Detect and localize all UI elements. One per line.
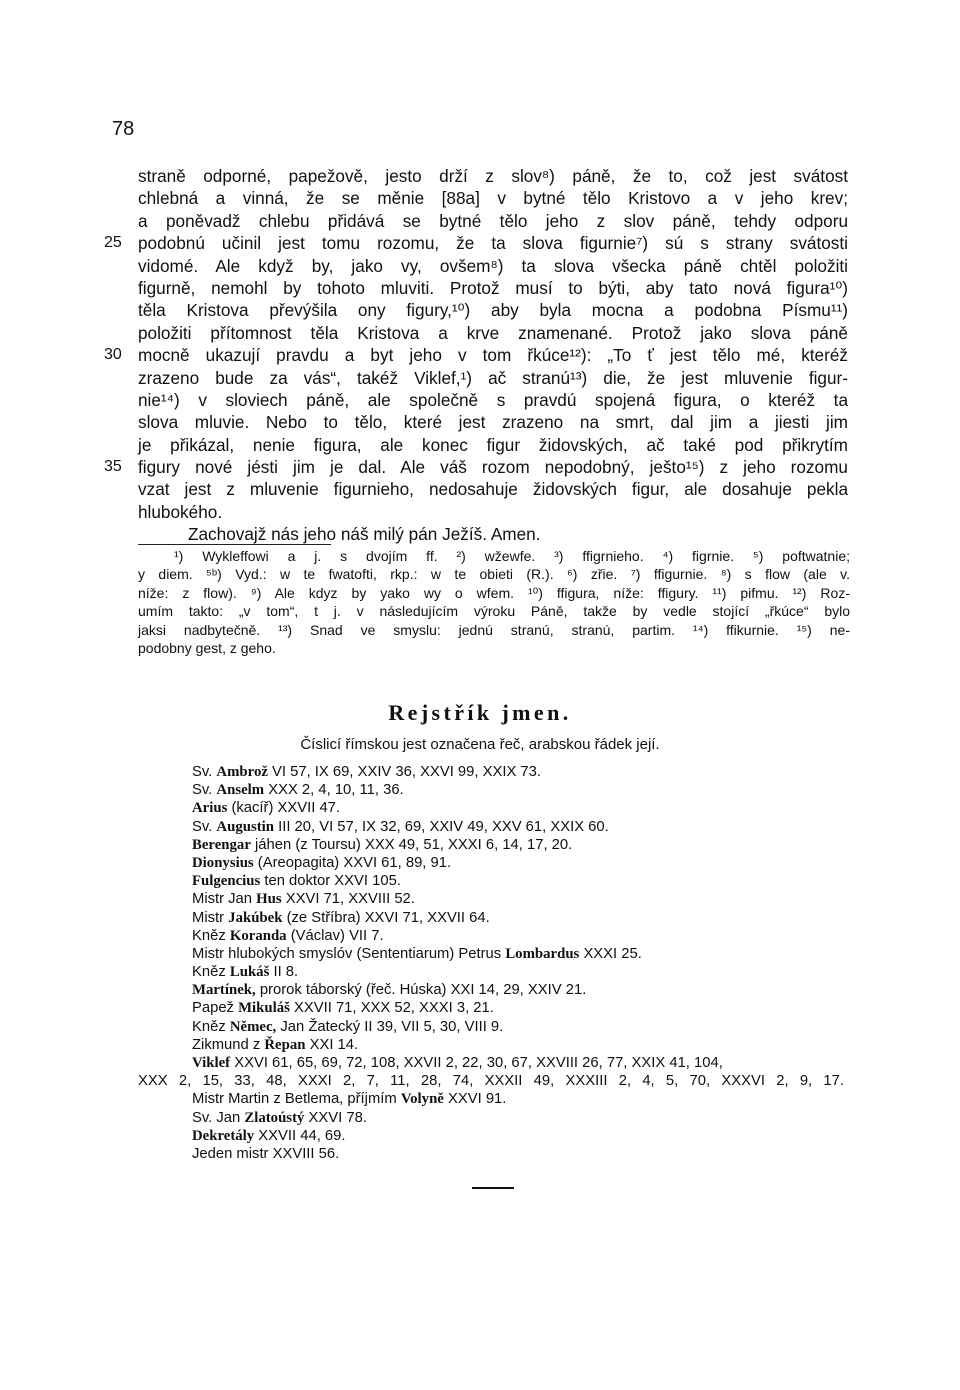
index-entry-prefix: Sv. [192, 818, 217, 835]
index-entry-name: Martínek, [192, 982, 256, 999]
text-line: straně odporné, papežově, jesto drží z slov⁸) páně, že to, což jest svátost [138, 166, 848, 186]
index-entry-references: XXVI 91. [443, 1091, 507, 1108]
index-entry-name: Lukáš [229, 964, 270, 981]
index-entry-name: Viklef [192, 1055, 231, 1071]
index-entry-references: XXI 14. [305, 1036, 359, 1053]
index-entry-prefix: Sv. [192, 782, 217, 799]
index-entry-name: Augustin [216, 818, 274, 835]
index-entry [138, 1072, 844, 1090]
index-entry-references: ten doktor XXVI 105. [260, 873, 401, 890]
index-entry [192, 1054, 852, 1072]
footnote-line: jaksi nadbytečně. ¹³) Snad ve smyslu: jednú stranú, stranú, partim. ¹⁴) ffikurnie. ¹⁵) ne- [138, 621, 850, 638]
index-entry-references: prorok táborský (řeč. Húska) XXI 14, 29, XXIV 21. [255, 982, 587, 999]
text-line: vidomé. Ale když by, jako vy, ovšem⁸) ta slova všecka páně chtěl položiti [138, 255, 848, 276]
index-entry-references: VI 57, IX 69, XXIV 36, XXVI 99, XXIX 73. [267, 764, 541, 780]
footnote-divider [138, 544, 331, 545]
text-line: je přikázal, nenie figura, ale konec figur židovských, ač také pod přikrytím [138, 434, 848, 455]
text-line: slova mluvie. Nebo to tělo, které jest zrazeno na smrt, dal jim a jiesti jim [138, 412, 848, 433]
index-entry [192, 872, 852, 890]
index-entry-name: Volyně [400, 1091, 444, 1108]
index-entry [192, 836, 852, 854]
index-entry-name: Ambrož [216, 764, 268, 780]
index-entry [192, 1145, 852, 1163]
index-entry-name: Zlatoústý [244, 1109, 305, 1126]
index-entry-references: XXVI 71, XXVIII 52. [281, 891, 415, 908]
index-entry [192, 781, 852, 799]
index-entry-references: XXVI 78. [304, 1109, 367, 1126]
index-entry-prefix: Kněz [192, 927, 230, 944]
index-entry-references: (ze Stříbra) XXVI 71, XXVII 64. [282, 909, 490, 926]
line-number: 25 [104, 234, 122, 252]
text-line: figurně, nemohl by tohoto mluviti. Protož musí to býti, aby tato nová figura¹⁰) [138, 277, 848, 298]
index-entry [192, 799, 852, 817]
index-entry [192, 890, 852, 908]
index-subtitle: Číslicí římskou jest označena řeč, arabskou řádek její. [300, 736, 660, 753]
index-entry-name: Koranda [229, 927, 287, 944]
index-entry-references: XXVII 71, XXX 52, XXXI 3, 21. [289, 1000, 494, 1017]
text-line: nie¹⁴) v sloviech páně, ale společně s pravdú spojená figura, o kteréž ta [138, 389, 848, 410]
line-number: 35 [104, 458, 122, 476]
text-line: těla Kristova převýšila ony figury,¹⁰) aby byla mocna a podobna Písmu¹¹) [138, 300, 848, 321]
text-line: 35 figury nové jésti jim je dal. Ale váš rozom nepodobný, ješto¹⁵) z jeho rozomu [104, 457, 848, 478]
index-entry-prefix: Mistr hlubokých smyslóv (Sententiarum) Petrus [192, 945, 506, 962]
footnote-line: umím takto: „v tom“, t j. v následujícím výroku Páně, takže by vedle stojící „řkúce“ bylo [138, 603, 850, 620]
text-line: a poněvadž chlebu přidává se bytné tělo jeho z slov páně, tehdy odporu [138, 210, 848, 231]
index-entry-references: XXVII 44, 69. [254, 1127, 346, 1144]
index-entry [192, 1109, 852, 1127]
index-entry-prefix: Mistr Martin z Betlema, příjmím [192, 1091, 401, 1108]
index-entry [192, 909, 852, 927]
index-entry [192, 818, 852, 836]
index-entry-name: Hus [256, 891, 282, 908]
index-entry [192, 927, 852, 945]
index-entry-prefix: Papež [192, 1000, 239, 1017]
index-entry [192, 963, 852, 981]
footnotes [138, 547, 850, 657]
name-index [138, 763, 852, 1163]
footnote-line: y diem. ⁵ᵇ) Vyd.: w te fwatofti, rkp.: w te obieti (R.). ⁶) zřie. ⁷) ffigurnie. ⁸) s flow (ale v. [138, 566, 850, 583]
index-entry-references: Jan Žatecký II 39, VII 5, 30, VIII 9. [276, 1018, 504, 1035]
index-entry-name: Lombardus [505, 945, 580, 962]
index-entry-name: Dekretály [192, 1127, 255, 1144]
index-entry-prefix: Mistr Jan [192, 891, 257, 908]
text-line: 25 podobnú učinil jest tomu rozomu, že ta slova figurnie⁷) sú s strany svátosti [104, 233, 848, 254]
index-entry-name: Jakúbek [228, 909, 283, 926]
index-entry [192, 1090, 852, 1108]
index-entry-references: (kacíř) XXVII 47. [227, 800, 341, 817]
index-entry-prefix: XXX 2, 15, 33, 48, XXXI 2, 7, 11, 28, 74, XXXII 49, XXXIII 2, 4, 5, 70, XXXVI 2, 9, 17. [138, 1073, 844, 1090]
index-entry-name: Němec, [229, 1018, 277, 1035]
index-entry-references: XXX 2, 4, 10, 11, 36. [264, 782, 404, 799]
index-entry [192, 999, 852, 1017]
index-entry-name: Anselm [216, 782, 265, 799]
text-line: položiti přítomnost těla Kristova a krve znamenané. Protož jako slova páně [138, 322, 848, 343]
index-entry-references: II 8. [269, 964, 299, 981]
index-entry-references: XXVI 61, 65, 69, 72, 108, XXVII 2, 22, 30, 67, XXVIII 26, 77, XXIX 41, 104, [230, 1055, 723, 1071]
index-entry [192, 763, 852, 781]
index-entry-references: (Václav) VII 7. [286, 927, 384, 944]
index-entry-name: Dionysius [192, 854, 254, 871]
text-line: hlubokého. [138, 501, 223, 522]
index-entry [192, 1018, 852, 1036]
index-entry [192, 1036, 852, 1054]
index-entry [192, 1127, 852, 1145]
line-number: 30 [104, 346, 122, 364]
index-entry-prefix: Kněz [192, 964, 230, 981]
index-entry [192, 945, 852, 963]
index-entry-name: Berengar [192, 836, 251, 853]
text-line: chlebná a vinná, že se měnie [88a] v bytné tělo Kristovo a v jeho krev; [138, 188, 848, 209]
index-entry [192, 854, 852, 872]
index-entry-prefix: Sv. Jan [192, 1109, 245, 1126]
index-entry-prefix: Sv. [192, 764, 217, 780]
text-line: Zachovajž nás jeho náš milý pán Ježíš. Amen. [188, 524, 541, 545]
index-entry-name: Arius [192, 800, 228, 817]
index-title: Rejstřík jmen. [388, 700, 572, 725]
footnote-line: podobny gest, z geho. [138, 639, 276, 656]
index-entry-prefix: Mistr [192, 909, 229, 926]
index-entry-references: XXXI 25. [579, 945, 642, 962]
index-entry-name: Řepan [264, 1036, 306, 1053]
index-entry-references: jáhen (z Toursu) XXX 49, 51, XXXI 6, 14, 17, 20. [250, 836, 573, 853]
index-entry [192, 981, 852, 999]
footnote-line: ¹) Wykleffowi a j. s dvojím ff. ²) wžewfe. ³) ffigrnieho. ⁴) figrnie. ⁵) poftwatnie; [174, 548, 850, 564]
index-entry-prefix: Jeden mistr XXVIII 56. [192, 1145, 340, 1162]
footnote-line: níže: z flow). ⁹) Ale kdyz by yako wy o wfem. ¹⁰) ffigura, níže: ffigury. ¹¹) pifmu. ¹²) Roz- [138, 584, 850, 601]
index-entry-references: (Areopagita) XXVI 61, 89, 91. [253, 854, 452, 871]
main-text [104, 165, 848, 546]
index-entry-prefix: Zikmund z [192, 1036, 265, 1053]
text-line: vzat jest z mluvenie figurnieho, nedosahuje židovských figur, ale dosahuje pekla [138, 479, 848, 500]
page-number: 78 [112, 118, 135, 140]
text-line: zrazeno bude za vás“, takéž Viklef,¹) ač stranú¹³) die, že jest mluvenie figur- [138, 367, 848, 388]
text-line: 30 mocně ukazují pravdu a byt jeho v tom řkúce¹²): „To ť jest tělo mé, kteréž [104, 345, 848, 366]
end-divider [472, 1187, 514, 1189]
index-entry-references: III 20, VI 57, IX 32, 69, XXIV 49, XXV 61, XXIX 60. [273, 818, 609, 835]
index-entry-name: Mikuláš [238, 1000, 290, 1017]
index-entry-name: Fulgencius [192, 873, 261, 890]
index-entry-prefix: Kněz [192, 1018, 230, 1035]
